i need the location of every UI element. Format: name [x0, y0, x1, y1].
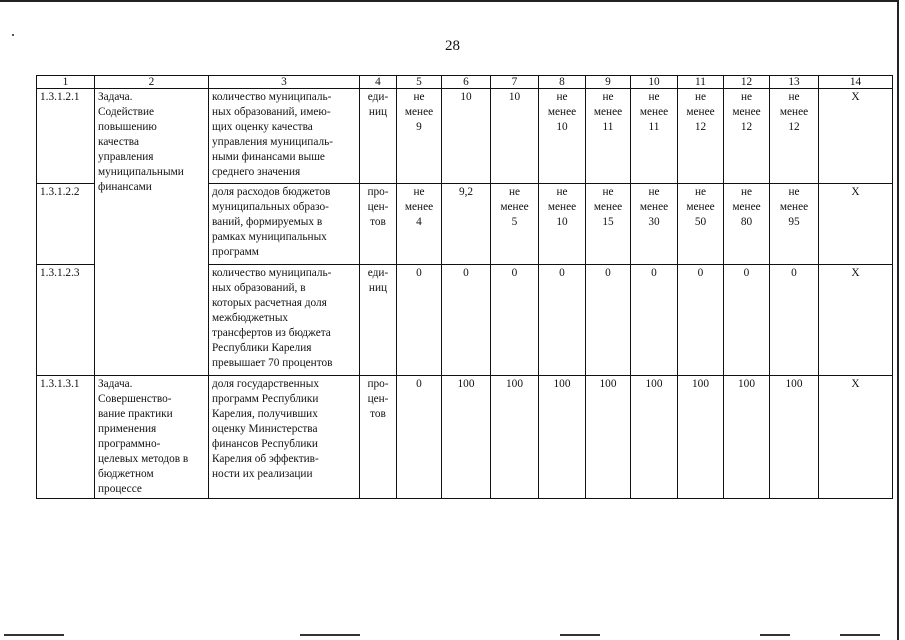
value-cell: 100 — [678, 376, 724, 499]
indicator-cell: доля расходов бюджетов муниципальных образо- ваний, формируемых в рамках муниципальных программ — [209, 184, 360, 265]
header-cell: 14 — [819, 76, 893, 89]
col14-cell: X — [819, 376, 893, 499]
value-cell: 0 — [631, 265, 678, 376]
value-cell: 0 — [586, 265, 631, 376]
value-cell: 100 — [724, 376, 770, 499]
header-cell: 4 — [360, 76, 397, 89]
value-cell: 100 — [491, 376, 539, 499]
value-cell: 0 — [491, 265, 539, 376]
header-cell: 8 — [539, 76, 586, 89]
value-cell: не менее 12 — [724, 89, 770, 184]
unit-cell: еди- ниц — [360, 265, 397, 376]
col14-cell: X — [819, 184, 893, 265]
header-cell: 6 — [442, 76, 491, 89]
row-code: 1.3.1.2.3 — [37, 265, 95, 376]
value-cell: 100 — [631, 376, 678, 499]
value-cell: 0 — [442, 265, 491, 376]
value-cell: 10 — [442, 89, 491, 184]
page-number: 28 — [445, 38, 460, 54]
header-cell: 13 — [770, 76, 819, 89]
row-code: 1.3.1.2.2 — [37, 184, 95, 265]
value-cell: 100 — [539, 376, 586, 499]
unit-cell: еди- ниц — [360, 89, 397, 184]
value-cell: не менее 11 — [631, 89, 678, 184]
scan-border-right — [897, 0, 899, 640]
col14-cell: X — [819, 89, 893, 184]
value-cell: не менее 15 — [586, 184, 631, 265]
unit-cell: про- цен- тов — [360, 376, 397, 499]
task-cell: Задача. Содействие повышению качества управления муниципальными финансами — [95, 89, 209, 376]
indicator-cell: количество муниципаль- ных образований, имею- щих оценку качества управления муниципаль- ными финансами выше среднего значения — [209, 89, 360, 184]
indicator-table — [36, 75, 893, 499]
table-header-row — [37, 76, 893, 89]
value-cell: не менее 12 — [770, 89, 819, 184]
value-cell: не менее 9 — [397, 89, 442, 184]
scan-border-top — [0, 0, 897, 2]
header-cell: 3 — [209, 76, 360, 89]
value-cell: 0 — [539, 265, 586, 376]
value-cell: не менее 10 — [539, 184, 586, 265]
value-cell: 100 — [586, 376, 631, 499]
row-code: 1.3.1.3.1 — [37, 376, 95, 499]
header-cell: 5 — [397, 76, 442, 89]
value-cell: 0 — [397, 376, 442, 499]
header-cell: 1 — [37, 76, 95, 89]
value-cell: не менее 4 — [397, 184, 442, 265]
value-cell: 10 — [491, 89, 539, 184]
table-row — [37, 376, 893, 499]
value-cell: 100 — [442, 376, 491, 499]
value-cell: не менее 10 — [539, 89, 586, 184]
indicator-cell: доля государственных программ Республики Карелия, получивших оценку Министерства финансов Республики Карелия об эффектив- ности их реализации — [209, 376, 360, 499]
table-row — [37, 89, 893, 184]
scan-bottom-marks — [0, 634, 905, 637]
header-cell: 11 — [678, 76, 724, 89]
value-cell: не менее 12 — [678, 89, 724, 184]
header-cell: 9 — [586, 76, 631, 89]
value-cell: 9,2 — [442, 184, 491, 265]
header-cell: 2 — [95, 76, 209, 89]
value-cell: не менее 50 — [678, 184, 724, 265]
header-cell: 7 — [491, 76, 539, 89]
value-cell: не менее 30 — [631, 184, 678, 265]
value-cell: не менее 80 — [724, 184, 770, 265]
row-code: 1.3.1.2.1 — [37, 89, 95, 184]
value-cell: не менее 5 — [491, 184, 539, 265]
header-cell: 12 — [724, 76, 770, 89]
header-cell: 10 — [631, 76, 678, 89]
task-cell: Задача. Совершенство- вание практики применения программно- целевых методов в бюджетном процессе — [95, 376, 209, 499]
value-cell: 0 — [770, 265, 819, 376]
col14-cell: X — [819, 265, 893, 376]
value-cell: не менее 95 — [770, 184, 819, 265]
value-cell: 0 — [678, 265, 724, 376]
value-cell: 100 — [770, 376, 819, 499]
value-cell: 0 — [397, 265, 442, 376]
value-cell: не менее 11 — [586, 89, 631, 184]
scan-speck — [12, 34, 14, 36]
indicator-cell: количество муниципаль- ных образований, в которых расчетная доля межбюджетных трансфертов из бюджета Республики Карелия превышает 70 процентов — [209, 265, 360, 376]
value-cell: 0 — [724, 265, 770, 376]
unit-cell: про- цен- тов — [360, 184, 397, 265]
